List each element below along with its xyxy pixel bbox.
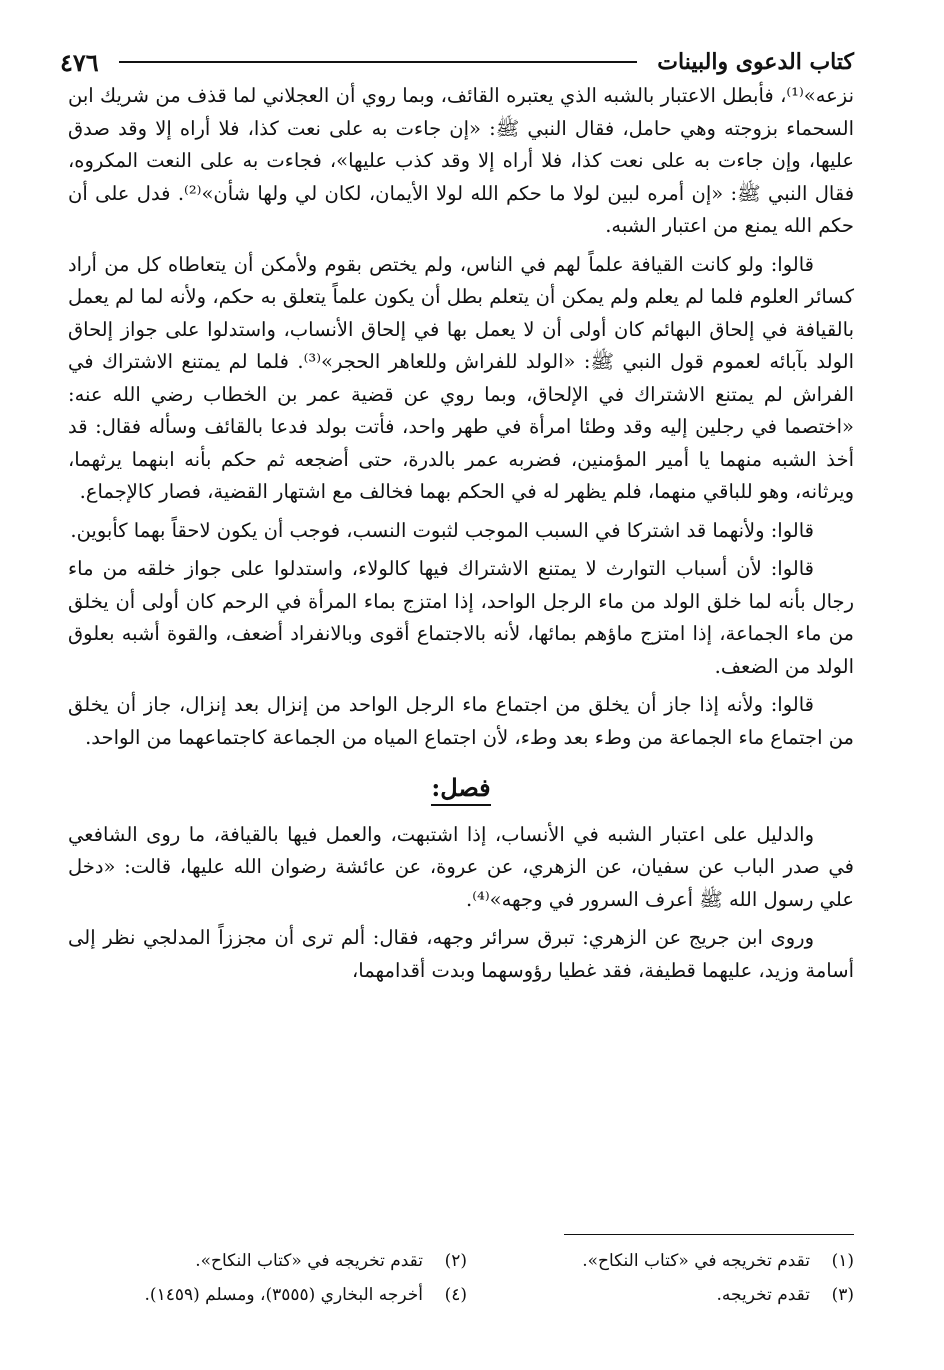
footnotes — [80, 1248, 854, 1308]
page-header — [60, 40, 854, 84]
section-heading-text: فصل: — [431, 773, 490, 806]
footnote-number: (٤) — [444, 1285, 467, 1305]
footnote-item — [467, 1282, 854, 1308]
paragraph: نزعه»⁽¹⁾، فأبطل الاعتبار بالشبه الذي يعتبره القائف، وبما روي أن العجلاني لما قذف من شريك ابن السحماء بزوجته وهي حامل، فقال النبي ﷺ: «إن جاءت به على نعت كذا، فلا أراه إلا وقد صدق عليها، وإن جاءت به على نعت كذا، فلا أراه إلا وقد كذب عليها»، فجاءت به على النعت المكروه، فقال النبي ﷺ: «إن أمره لبين لولا ما حكم الله لولا الأيمان، لكان لي ولها شأن»⁽²⁾. فدل على أن حكم الله يمنع من اعتبار الشبه. — [68, 84, 855, 237]
footnote-item — [80, 1248, 467, 1274]
footnote-text: تقدم تخريجه في «كتاب النكاح». — [582, 1251, 810, 1271]
footnote-text: أخرجه البخاري (٣٥٥٥)، ومسلم (١٤٥٩). — [144, 1285, 423, 1305]
footnote-number: (٣) — [831, 1285, 854, 1305]
footnote-text: تقدم تخريجه. — [716, 1285, 810, 1305]
paragraph: قالوا: لأن أسباب التوارث لا يمتنع الاشتراك فيها كالولاء، واستدلوا على جواز خلقه من ماء رجال بأنه لما خلق الولد من ماء الرجل الواحد، إذا امتزج بماء المرأة في الرحم كان أولى أن يخلق من ماء الجماعة، إذا امتزج ماؤهم بمائها، لأنه بالاجتماع أقوى وبالانفراد أضعف، والقوة أشبه بعلوق الولد من الضعف. — [68, 557, 854, 678]
paragraph: وروى ابن جريج عن الزهري: تبرق سرائر وجهه، فقال: ألم ترى أن مجززاً المدلجي نظر إلى أسامة وزيد، عليهما قطيفة، فقد غطيا رؤوسهما وبدت أقدامهما، — [68, 926, 854, 982]
paragraph: قالوا: ولأنه إذا جاز أن يخلق من اجتماع ماء الرجل الواحد من إنزال بعد إنزال، جاز أن يخلق من اجتماع ماء الجماعة من وطء بعد وطء، لأن اجتماع المياه من الجماعة كاجتماعهما من الواحد. — [68, 693, 854, 749]
section-heading — [68, 772, 854, 805]
main-text — [68, 80, 854, 993]
book-title: كتاب الدعوى والبينات — [657, 49, 854, 75]
paragraph: قالوا: ولأنهما قد اشتركا في السبب الموجب لثبوت النسب، فوجب أن يكون لاحقاً بهما كأبوين. — [70, 518, 814, 542]
page-number: ٤٧٦ — [60, 47, 99, 77]
footnote-number: (٢) — [444, 1251, 467, 1271]
paragraph: قالوا: ولو كانت القيافة علماً لهم في الناس، ولم يختص بقوم ولأمكن أن يتعاطاه كل من أراد كسائر العلوم فلما لم يعلم ولم يمكن أن يتعلم بطل أن يكون علماً يتعلق به حكم، ولأنه لما لم يعمل بالقيافة في إلحاق البهائم كان أولى أن لا يعمل بها في إلحاق الأنساب، واستدلوا على جواز إلحاق الولد بآبائه لعموم قول النبي ﷺ: «الولد للفراش وللعاهر الحجر»⁽³⁾. فلما لم يمتنع الاشتراك في الفراش لم يمتنع الاشتراك في الإلحاق، وبما روي عن قضية عمر بن الخطاب رضي الله عنه: «اختصما في رجلين إليه وقد وطئا امرأة في طهر واحد، فأتت بولد فدعا بالقائف وسأله فقال: قد أخذ الشبه منهما يا أمير المؤمنين، فضربه عمر بالدرة، حتى أضجعه ثم حكم بأنه ابنهما يرثهما، ويرثانه، وهو للباقي منهما، فلم يظهر له في الحكم بهما فخالف مع اشتهار القضية، فصار كالإجماع. — [68, 252, 855, 503]
header-rule — [119, 61, 638, 63]
footnote-item — [467, 1248, 854, 1274]
footnote-number: (١) — [831, 1251, 854, 1271]
paragraph: والدليل على اعتبار الشبه في الأنساب، إذا اشتبهت، والعمل فيها بالقيافة، ما روى الشافعي في صدر الباب عن سفيان، عن الزهري، عن عروة، عن عائشة رضوان الله عليها، قالت: «دخل علي رسول الله ﷺ أعرف السرور في وجهه»⁽⁴⁾. — [68, 822, 854, 911]
footnote-rule — [564, 1234, 854, 1235]
footnote-item — [80, 1282, 467, 1308]
footnote-text: تقدم تخريجه في «كتاب النكاح». — [195, 1251, 423, 1271]
